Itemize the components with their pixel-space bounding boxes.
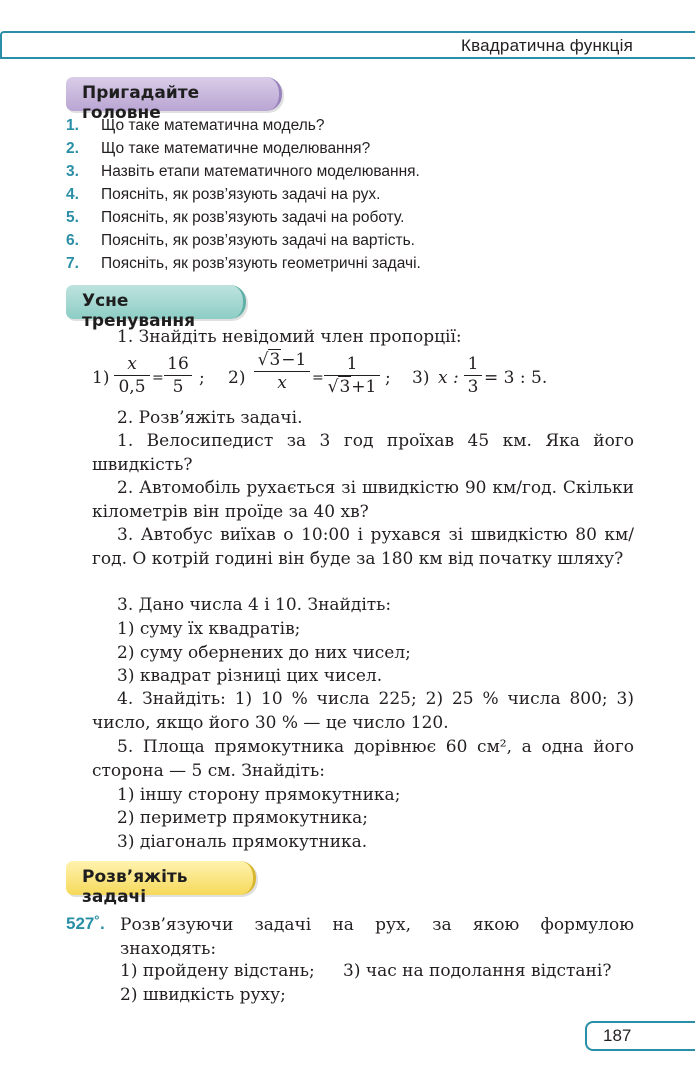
- question-number: 3.: [66, 163, 79, 180]
- question-text: Поясніть, як розв’язують геометричні задачі.: [101, 255, 421, 272]
- list-item: [66, 209, 626, 232]
- list-item: 3) квадрат різниці цих чисел.: [117, 666, 383, 686]
- fraction: [464, 354, 482, 397]
- list-item: 2) швидкість руху;: [120, 985, 286, 1005]
- page-number-box: [585, 1021, 695, 1051]
- fraction: [254, 350, 310, 393]
- fraction: [164, 354, 192, 397]
- list-item: 2) периметр прямокутника;: [117, 808, 369, 828]
- equals-sign: =: [312, 370, 324, 386]
- question-number: 5.: [66, 209, 79, 226]
- question-text: Поясніть, як розв’язують задачі на вартість.: [101, 232, 415, 249]
- section-label-oral: Усне тренування: [66, 285, 246, 319]
- question-number: 4.: [66, 186, 79, 203]
- question-number: 7.: [66, 255, 79, 272]
- denominator: 0,5: [118, 377, 146, 397]
- numerator: 16: [164, 354, 192, 376]
- numerator: 1: [324, 354, 380, 376]
- exercise-1-title: 1. Знайдіть невідомий член пропорції:: [117, 327, 462, 347]
- proportion-rest: = 3 : 5.: [484, 368, 548, 388]
- list-item: 3) час на подолання відстані?: [343, 961, 612, 981]
- list-item: [66, 117, 626, 140]
- section-label-tasks: Розв’яжіть задачі: [66, 861, 256, 895]
- minus-one: −1: [281, 350, 307, 370]
- part-label: 1): [92, 368, 110, 388]
- numerator: 1: [464, 354, 482, 376]
- question-text: Що таке математичне моделювання?: [101, 140, 371, 157]
- question-text: Поясніть, як розв’язують задачі на роботу.: [101, 209, 405, 226]
- list-item: [66, 186, 626, 209]
- question-text: Поясніть, як розв’язують задачі на рух.: [101, 186, 381, 203]
- question-number: 2.: [66, 140, 79, 157]
- unknown-x: x :: [438, 368, 459, 388]
- list-item: [66, 232, 626, 255]
- fraction: [114, 354, 150, 397]
- denominator: 5: [172, 377, 184, 397]
- radicand: 3: [339, 377, 351, 397]
- question-text: Назвіть етапи математичного моделювання.: [101, 163, 420, 180]
- problem-text: 1. Велосипедист за 3 год проїхав 45 км. Яка його швидкість?: [92, 431, 634, 475]
- question-text: Що таке математична модель?: [101, 117, 325, 134]
- part-label: 2): [228, 368, 246, 388]
- fraction: [324, 354, 380, 397]
- numerator: x: [114, 354, 150, 376]
- list-item: 2) суму обернених до них чисел;: [117, 643, 411, 663]
- exercise-5: 5. Площа прямокутника дорівнює 60 см², а одна його сторона — 5 см. Знайдіть:: [92, 737, 634, 781]
- chapter-title: Квадратична функція: [461, 36, 633, 55]
- page-number: 187: [603, 1026, 632, 1045]
- exercise-3-title: 3. Дано числа 4 і 10. Знайдіть:: [117, 595, 392, 615]
- list-item: 3) діагональ прямокутника.: [117, 832, 368, 852]
- part-label: 3): [412, 368, 430, 388]
- equals-sign: =: [152, 370, 164, 386]
- denominator: √3+1: [327, 377, 377, 397]
- task-text: Розв’язуючи задачі на рух, за якою формулою знаходять:: [120, 915, 634, 959]
- numerator: √3−1: [254, 350, 310, 372]
- list-item: 1) пройдену відстань;: [120, 961, 315, 981]
- separator: ;: [199, 368, 205, 388]
- plus-one: +1: [351, 377, 377, 397]
- list-item: [66, 255, 626, 278]
- denominator: 3: [467, 377, 479, 397]
- list-item: [66, 163, 626, 186]
- problem-text: 2. Автомобіль рухається зі швидкістю 90 км/год. Скільки кілометрів він проїде за 40 хв?: [92, 478, 634, 522]
- separator: ;: [385, 368, 391, 388]
- question-number: 6.: [66, 232, 79, 249]
- questions-list: [66, 117, 626, 278]
- section-label-recall: Пригадайте головне: [66, 77, 282, 111]
- exercise-2-title: 2. Розв’яжіть задачі.: [117, 408, 303, 428]
- denominator: x: [277, 373, 287, 393]
- list-item: [66, 140, 626, 163]
- problem-text: 3. Автобус виїхав о 10:00 і рухався зі швидкістю 80 км/год. О котрій годині він буде за 180 км від початку шляху?: [92, 525, 634, 569]
- list-item: 1) іншу сторону прямокутника;: [117, 785, 401, 805]
- question-number: 1.: [66, 117, 79, 134]
- radicand: 3: [269, 350, 281, 370]
- task-number: 527˚.: [66, 914, 105, 933]
- exercise-4: 4. Знайдіть: 1) 10 % числа 225; 2) 25 % числа 800; 3) число, якщо його 30 % — це число 120.: [92, 689, 634, 733]
- list-item: 1) суму їх квадратів;: [117, 619, 301, 639]
